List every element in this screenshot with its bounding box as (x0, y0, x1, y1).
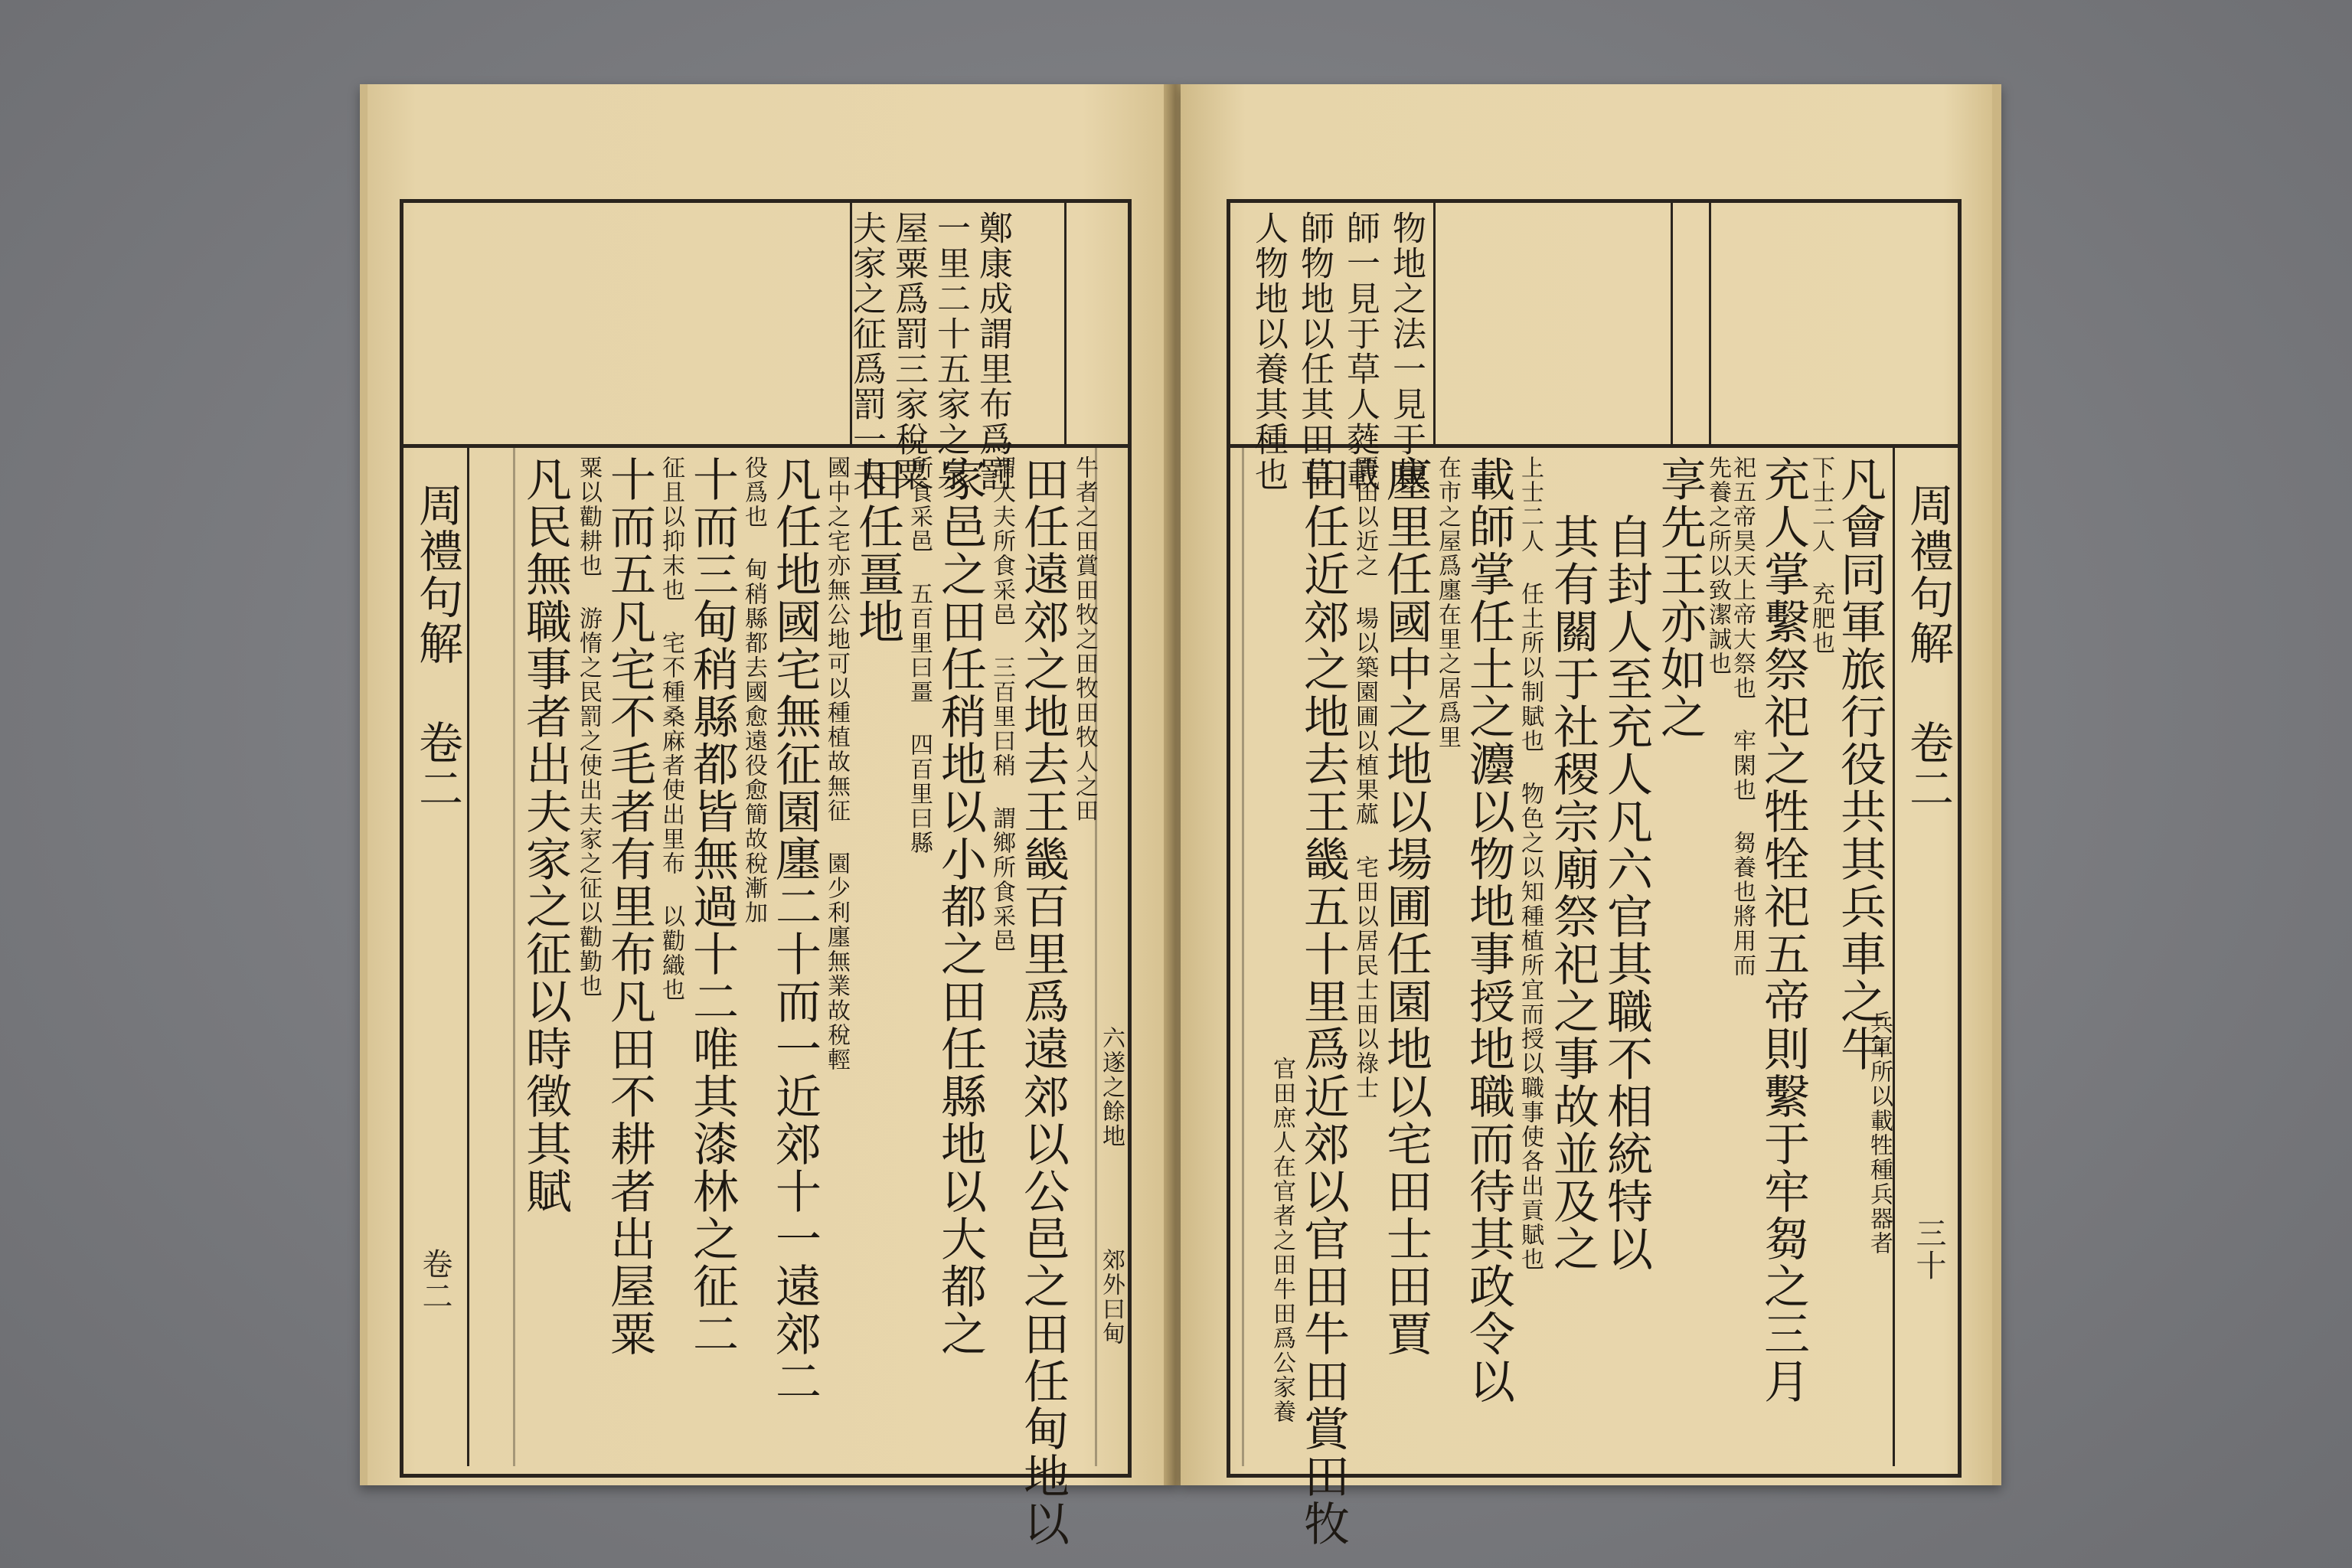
left-top-note: 一里二十五家之泉 (931, 211, 970, 492)
left-margin-title: 周禮句解 卷二 (411, 482, 463, 812)
left-text-column: 凡民無職事者出夫家之征以時徵其賦 (518, 456, 572, 1215)
left-header-divider (400, 444, 1132, 448)
right-margin-rule (1893, 448, 1895, 1466)
right-text-column: 凡會同軍旅行役共其兵車之牛 (1833, 456, 1886, 1073)
right-top-note: 師物地以任其田草 (1295, 211, 1334, 492)
right-text-column: 賈田以近之 場以築園圃以植果蓏 宅田以居民士田以祿士 (1351, 456, 1378, 1100)
left-page (360, 84, 1179, 1547)
right-text-column: 充人掌繫祭祀之牲牷祀五帝則繫于牢芻之三月 (1756, 456, 1810, 1405)
right-text-column: 上士二人 任土所以制賦也 物色之以知種植所宜而授以職事使各出貢賦也 (1517, 456, 1544, 1272)
open-book (360, 84, 1983, 1547)
left-folio: 卷二 (417, 1248, 452, 1312)
left-text-column: 牛者之田賞田牧之田牧田牧人之田 (1071, 456, 1098, 823)
right-text-column: 先養之所以致潔誠也 (1704, 456, 1731, 676)
left-top-note: 鄭康成謂里布爲罰 (973, 211, 1012, 492)
right-header-rule-2 (1709, 203, 1711, 444)
right-top-note: 人物地以養其種也 (1249, 211, 1288, 492)
right-text-column: 官田庶人在官者之田牛田爲公家養 (1269, 1057, 1295, 1424)
left-side-note: 郊外曰甸 (1098, 1248, 1125, 1346)
right-text-column: 祀五帝昊天上帝大祭也 牢閑也 芻養也將用而 (1729, 456, 1756, 978)
left-column-rule (1095, 448, 1097, 1466)
left-text-column: 役爲也 甸稍縣都去國愈遠役愈簡故稅漸加 (740, 456, 767, 925)
right-text-column: 自封人至充人凡六官其職不相統特以 (1599, 513, 1653, 1272)
left-text-column: 粟以勸耕也 游惰之民罰之使出夫家之征以勸勤也 (575, 456, 602, 998)
right-text-column: 田任近郊之地去王畿五十里爲近郊以官田牛田賞田牧 (1296, 456, 1350, 1547)
right-page (1181, 84, 2001, 1547)
right-header-rule-3 (1433, 203, 1436, 444)
right-folio: 三十 (1911, 1217, 1946, 1282)
right-text-column: 廛里任國中之地以場圃任園地以宅田士田賈 (1379, 456, 1432, 1357)
right-margin-title: 周禮句解 卷二 (1902, 482, 1954, 812)
left-text-column: 十而五凡宅不毛者有里布凡田不耕者出屋粟 (603, 456, 656, 1357)
left-text-column: 國中之宅亦無公地可以種植故無征 園少利廛無業故稅輕 (823, 456, 850, 1072)
left-top-note: 屋粟爲罰三家稅粟 (889, 211, 928, 492)
left-top-note: 夫家之征爲罰一夫 (847, 211, 886, 492)
right-text-column: 其有關于社稷宗廟祭祀之事故並及之 (1546, 513, 1599, 1272)
left-text-column: 田任畺地 (851, 456, 904, 645)
right-text-column: 在市之屋爲廛在里之居爲里 (1434, 456, 1461, 750)
left-text-column: 所食采邑 五百里曰畺 四百里曰縣 (906, 456, 933, 855)
left-margin-rule (467, 448, 469, 1466)
left-side-note: 六遂之餘地 (1098, 1026, 1125, 1148)
right-text-column: 享先王亦如之 (1653, 456, 1707, 740)
left-text-column: 謂大夫所食采邑 三百里曰稍 謂鄉所食采邑 (988, 456, 1015, 953)
left-text-column: 十而三甸稍縣都皆無過十二唯其漆林之征二 (685, 456, 739, 1357)
left-column-rule (513, 448, 515, 1466)
left-text-column: 家邑之田任稍地以小都之田任縣地以大都之 (933, 456, 987, 1357)
right-top-note: 物地之法一見于栽 (1387, 211, 1426, 492)
right-text-column: 下士二人 充肥也 (1808, 456, 1834, 655)
right-column-rule (1242, 448, 1244, 1466)
left-text-column: 凡任地國宅無征園廛二十而一近郊十一遠郊二 (768, 456, 822, 1405)
left-text-column: 田任遠郊之地去王畿百里爲遠郊以公邑之田任甸地以 (1016, 456, 1070, 1547)
right-text-column: 兵軍所以載牲種兵器者 (1866, 1011, 1893, 1256)
right-text-column: 載師掌任土之灋以物地事授地職而待其政令以 (1462, 456, 1515, 1405)
right-header-rule (1671, 203, 1673, 444)
right-top-note: 師一見于草人蕤載 (1341, 211, 1380, 492)
left-text-column: 征且以抑末也 宅不種桑麻者使出里布 以勸織也 (658, 456, 684, 1002)
right-header-divider (1227, 444, 1962, 448)
left-header-rule-2 (1064, 203, 1067, 444)
